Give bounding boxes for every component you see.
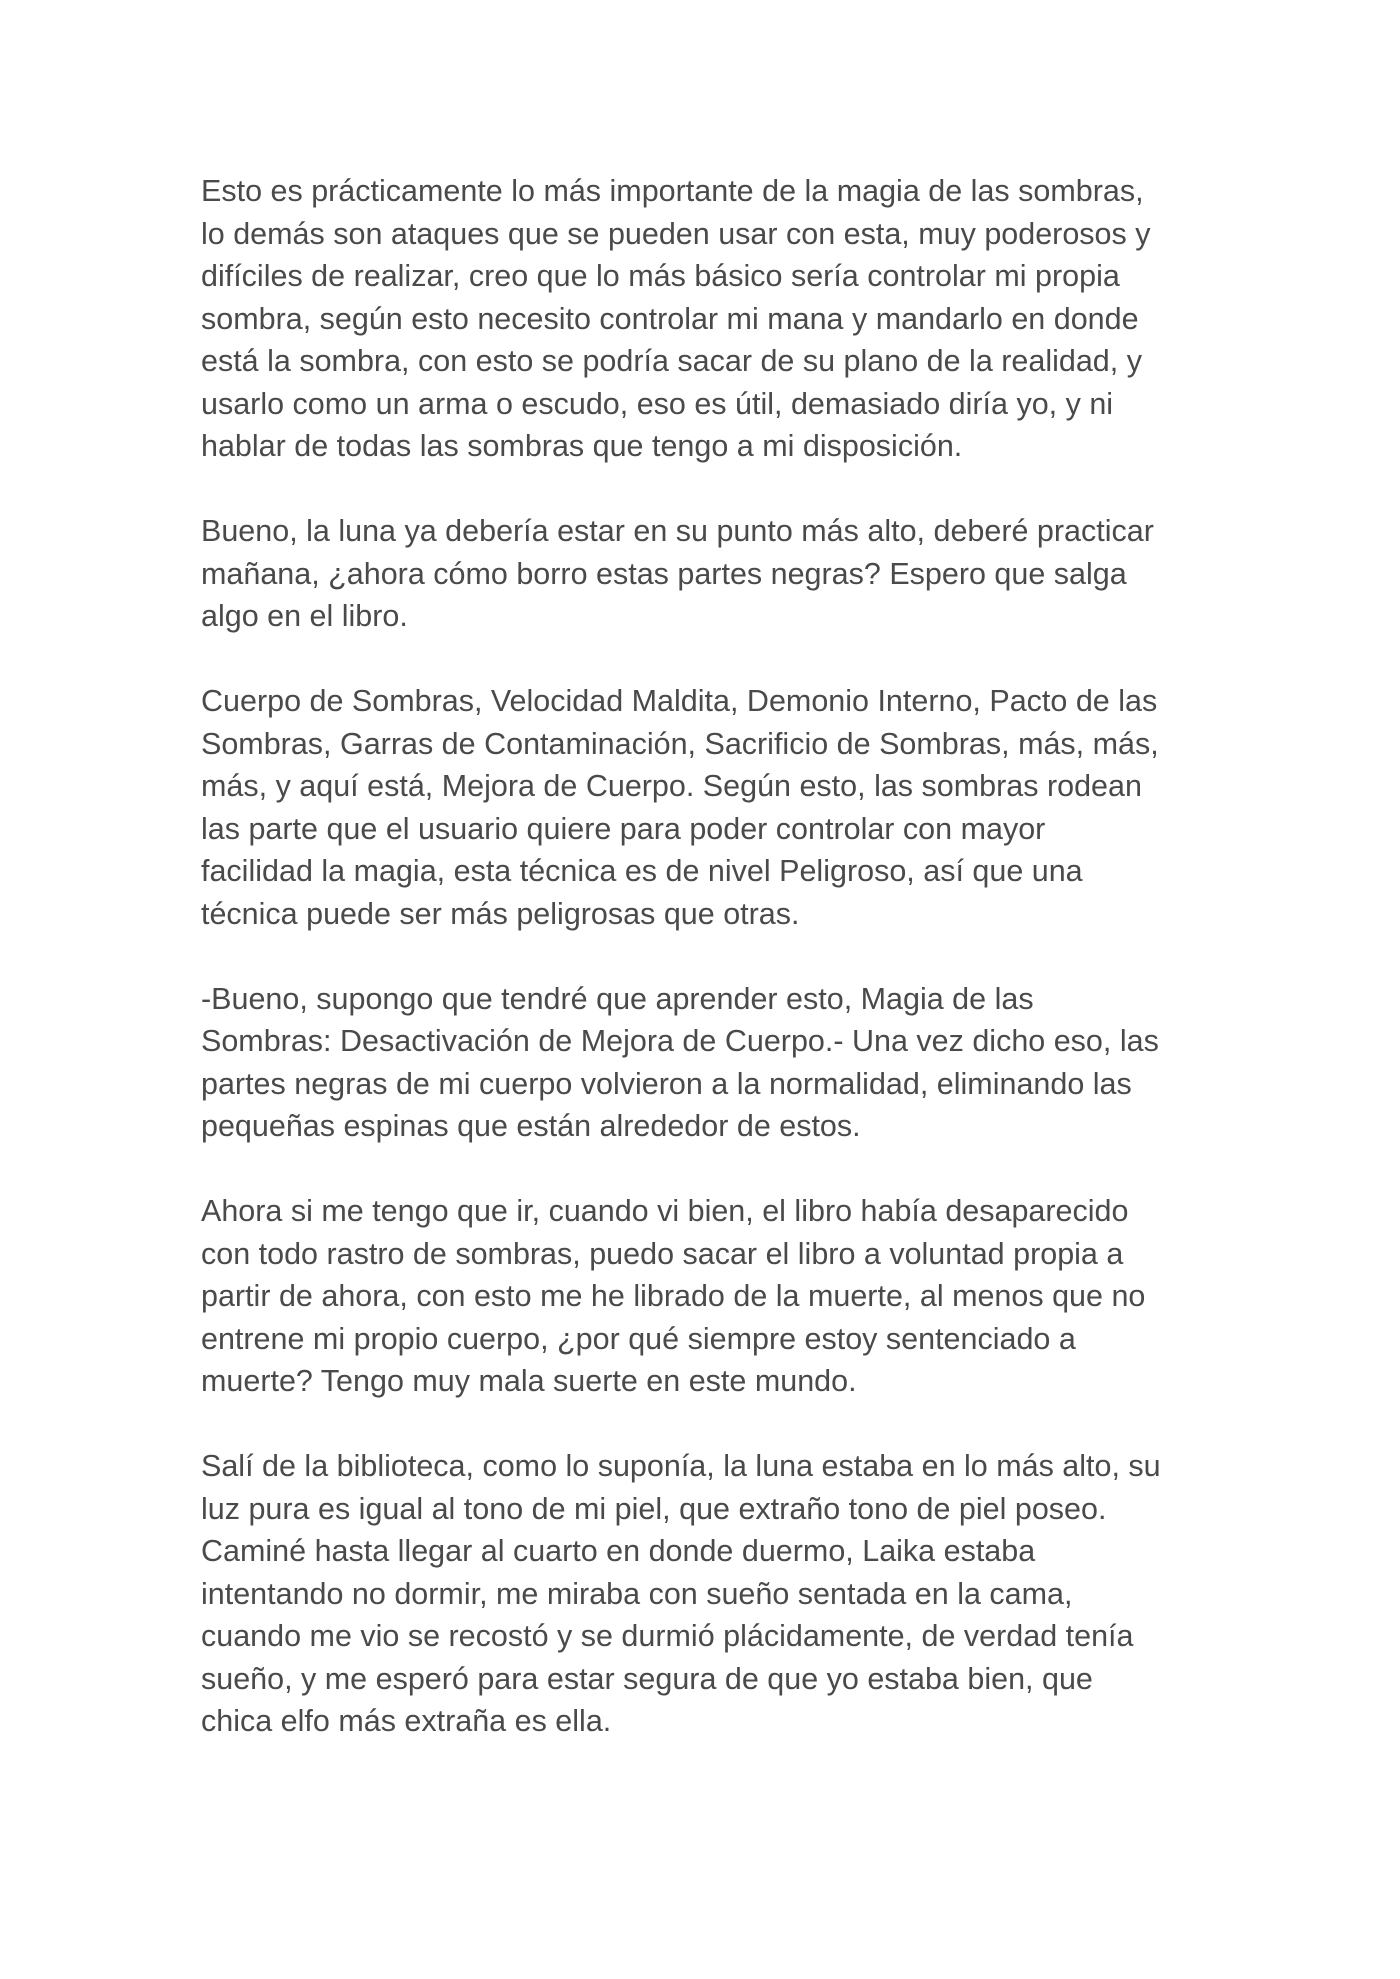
paragraph-5 (201, 1190, 1211, 1403)
text-line: difíciles de realizar, creo que lo más básico sería controlar mi propia (201, 259, 1120, 293)
text-line: muerte? Tengo muy mala suerte en este mundo. (201, 1364, 857, 1398)
text-line: Esto es prácticamente lo más importante de la magia de las sombras, (201, 174, 1144, 208)
text-line: Caminé hasta llegar al cuarto en donde duermo, Laika estaba (201, 1534, 1036, 1568)
text-line: algo en el libro. (201, 599, 408, 633)
text-line: partir de ahora, con esto me he librado de la muerte, al menos que no (201, 1279, 1146, 1313)
text-line: Salí de la biblioteca, como lo suponía, la luna estaba en lo más alto, su (201, 1449, 1161, 1483)
text-line: partes negras de mi cuerpo volvieron a la normalidad, eliminando las (201, 1066, 1132, 1101)
text-line: sueño, y me esperó para estar segura de que yo estaba bien, que (201, 1661, 1093, 1696)
paragraph-1 (201, 170, 1211, 468)
text-line: Bueno, la luna ya debería estar en su punto más alto, deberé practicar (201, 514, 1154, 548)
text-line: Ahora si me tengo que ir, cuando vi bien, el libro había desaparecido (201, 1194, 1129, 1228)
text-line: intentando no dormir, me miraba con sueño sentada en la cama, (201, 1576, 1073, 1611)
text-line: lo demás son ataques que se pueden usar con esta, muy poderosos y (201, 216, 1151, 251)
text-line: mañana, ¿ahora cómo borro estas partes negras? Espero que salga (201, 556, 1127, 591)
text-line: facilidad la magia, esta técnica es de nivel Peligroso, así que una (201, 854, 1083, 888)
paragraph-4 (201, 978, 1211, 1148)
text-line: técnica puede ser más peligrosas que otras. (201, 896, 800, 931)
text-line: pequeñas espinas que están alrededor de estos. (201, 1109, 861, 1143)
document-body (201, 170, 1211, 1785)
text-line: Sombras: Desactivación de Mejora de Cuerpo.- Una vez dicho eso, las (201, 1024, 1159, 1058)
paragraph-6 (201, 1445, 1211, 1743)
text-line: -Bueno, supongo que tendré que aprender esto, Magia de las (201, 981, 1034, 1016)
paragraph-3 (201, 680, 1211, 935)
text-line: usarlo como un arma o escudo, eso es útil, demasiado diría yo, y ni (201, 386, 1114, 421)
text-line: luz pura es igual al tono de mi piel, que extraño tono de piel poseo. (201, 1491, 1107, 1526)
text-line: chica elfo más extraña es ella. (201, 1704, 612, 1738)
text-line: las parte que el usuario quiere para poder controlar con mayor (201, 811, 1046, 846)
text-line: Sombras, Garras de Contaminación, Sacrificio de Sombras, más, más, (201, 726, 1159, 761)
text-line: Cuerpo de Sombras, Velocidad Maldita, Demonio Interno, Pacto de las (201, 684, 1158, 718)
text-line: más, y aquí está, Mejora de Cuerpo. Según esto, las sombras rodean (201, 769, 1142, 803)
text-line: hablar de todas las sombras que tengo a mi disposición. (201, 429, 963, 463)
text-line: con todo rastro de sombras, puedo sacar el libro a voluntad propia a (201, 1236, 1124, 1271)
text-line: sombra, según esto necesito controlar mi mana y mandarlo en donde (201, 301, 1139, 336)
text-line: está la sombra, con esto se podría sacar de su plano de la realidad, y (201, 344, 1142, 378)
text-line: cuando me vio se recostó y se durmió plácidamente, de verdad tenía (201, 1619, 1134, 1653)
paragraph-2 (201, 510, 1211, 638)
text-line: entrene mi propio cuerpo, ¿por qué siempre estoy sentenciado a (201, 1321, 1076, 1356)
